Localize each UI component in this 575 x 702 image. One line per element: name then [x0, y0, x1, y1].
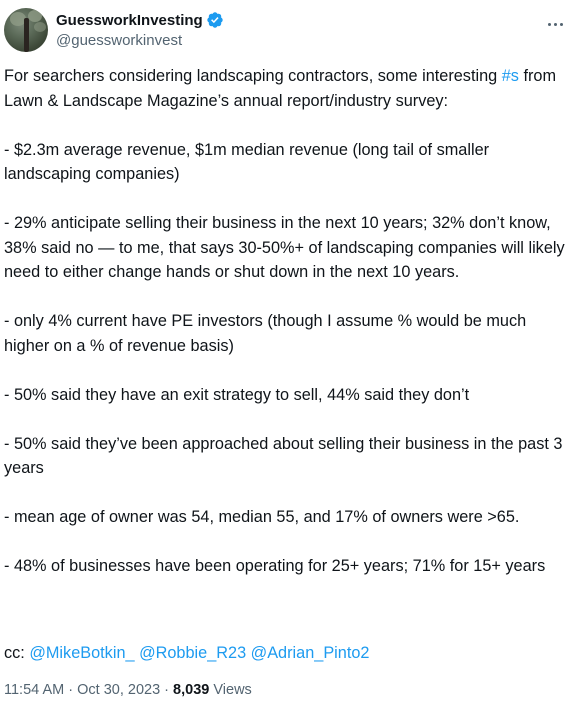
intro-text: For searchers considering landscaping contractors, some interesting: [4, 67, 502, 85]
views-label: Views: [213, 682, 252, 698]
bullet-operating-years: - 48% of businesses have been operating for 25+ years; 71% for 15+ years: [4, 557, 546, 575]
verified-badge-icon: [206, 11, 224, 29]
cc-line: [4, 641, 369, 665]
tweet-date[interactable]: Oct 30, 2023: [77, 682, 161, 698]
bullet-revenue: - $2.3m average revenue, $1m median revenue (long tail of smaller landscaping companies): [4, 140, 490, 183]
tweet-time[interactable]: 11:54 AM: [4, 682, 65, 698]
tweet-text: [4, 64, 566, 603]
tweet-metadata: [4, 680, 252, 700]
mention-link[interactable]: @Adrian_Pinto2: [250, 644, 370, 662]
meta-separator: ·: [68, 682, 74, 698]
intro-text-tail: from Lawn & Landscape Magazine’s annual report/industry survey:: [4, 67, 557, 110]
avatar[interactable]: [4, 8, 48, 52]
author-display-name[interactable]: GuessworkInvesting: [56, 11, 203, 29]
mention-link[interactable]: @Robbie_R23: [139, 644, 247, 662]
hashtag-link[interactable]: #s: [501, 67, 519, 85]
meta-separator: ·: [164, 682, 170, 698]
tweet-header: [4, 8, 571, 56]
bullet-selling-plans: - 29% anticipate selling their business in the next 10 years; 32% don’t know, 38% said no — to me, that says 30-50%+ of landscaping companies will likely need to either change hands or shut down in the next 10 years.: [4, 214, 565, 281]
tweet-intro-paragraph: [4, 64, 566, 113]
bullet-exit-strategy: - 50% said they have an exit strategy to sell, 44% said they don’t: [4, 385, 470, 404]
bullet-approached: - 50% said they’ve been approached about selling their business in the past 3 years: [4, 434, 563, 477]
views-count: 8,039: [173, 682, 210, 698]
author-handle[interactable]: @guessworkinvest: [56, 32, 183, 49]
mention-link[interactable]: @MikeBotkin_: [29, 644, 135, 662]
more-options-icon[interactable]: [543, 14, 567, 34]
bullet-owner-age: - mean age of owner was 54, median 55, and 17% of owners were >65.: [4, 508, 520, 526]
bullet-pe-investors: - only 4% current have PE investors (though I assume % would be much higher on a % of revenue basis): [4, 312, 527, 355]
author-block: [56, 10, 224, 49]
cc-label: cc:: [4, 644, 25, 662]
